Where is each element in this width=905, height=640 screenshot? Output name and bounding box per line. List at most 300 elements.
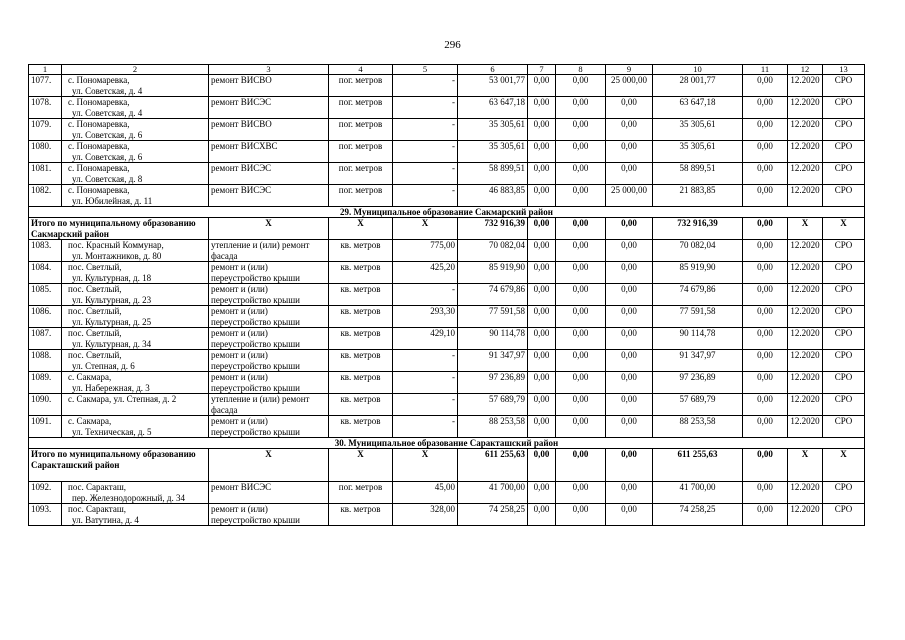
quantity: -: [393, 350, 458, 372]
unit: пог. метров: [329, 119, 393, 141]
unit: кв. метров: [329, 504, 393, 526]
total-cost: 91 347,97: [458, 350, 528, 372]
address-line-1: с. Сакмара,: [68, 416, 112, 426]
completion-date: 12.2020: [788, 119, 823, 141]
row-number: 1086.: [29, 306, 62, 328]
subtotal-value: 0,00: [556, 218, 606, 240]
fund-value: 0,00: [743, 482, 788, 504]
address-line-1: пос. Саракташ,: [68, 482, 126, 492]
fund-value: 0,00: [743, 163, 788, 185]
method: СРО: [823, 306, 865, 328]
fund-value: 25 000,00: [606, 185, 653, 207]
row-number: 1092.: [29, 482, 62, 504]
column-number: 9: [606, 65, 653, 75]
row-number: 1088.: [29, 350, 62, 372]
address-cell: [62, 328, 209, 350]
fund-value: 0,00: [556, 394, 606, 416]
fund-value: 28 001,77: [653, 75, 743, 97]
subtotal-value: 0,00: [556, 449, 606, 482]
page-number: 296: [444, 39, 461, 51]
fund-value: 0,00: [528, 119, 556, 141]
address-cell: [62, 262, 209, 284]
completion-date: 12.2020: [788, 504, 823, 526]
total-cost: 85 919,90: [458, 262, 528, 284]
subtotal-row: [29, 449, 865, 482]
fund-value: 0,00: [528, 262, 556, 284]
address-cell: [62, 97, 209, 119]
fund-value: 0,00: [556, 284, 606, 306]
fund-value: 0,00: [606, 240, 653, 262]
method: СРО: [823, 350, 865, 372]
method: СРО: [823, 141, 865, 163]
address-line-1: пос. Красный Коммунар,: [68, 240, 164, 250]
table-row: [29, 306, 865, 328]
method: СРО: [823, 75, 865, 97]
fund-value: 0,00: [528, 240, 556, 262]
table-row: [29, 141, 865, 163]
address-cell: [62, 372, 209, 394]
method: СРО: [823, 284, 865, 306]
address-line-1: пос. Саракташ,: [68, 504, 126, 514]
fund-value: 0,00: [528, 141, 556, 163]
fund-value: 0,00: [743, 185, 788, 207]
work-type: ремонт и (или) переустройство крыши: [209, 372, 329, 394]
completion-date: 12.2020: [788, 262, 823, 284]
subtotal-value: 0,00: [528, 218, 556, 240]
fund-value: 0,00: [528, 482, 556, 504]
subtotal-value: 0,00: [606, 218, 653, 240]
unit: пог. метров: [329, 75, 393, 97]
method: СРО: [823, 163, 865, 185]
table-row: [29, 97, 865, 119]
subtotal-label: Итого по муниципальному образованию Саракташский район: [29, 449, 209, 482]
unit: кв. метров: [329, 284, 393, 306]
quantity: 429,10: [393, 328, 458, 350]
address-line-1: с. Пономаревка,: [68, 141, 130, 151]
fund-value: 0,00: [606, 372, 653, 394]
quantity: -: [393, 119, 458, 141]
subtotal-row: [29, 218, 865, 240]
fund-value: 0,00: [606, 306, 653, 328]
column-number: 7: [528, 65, 556, 75]
work-type: ремонт ВИСЭС: [209, 97, 329, 119]
fund-value: 58 899,51: [653, 163, 743, 185]
fund-value: 0,00: [606, 284, 653, 306]
fund-value: 0,00: [743, 504, 788, 526]
unit: кв. метров: [329, 328, 393, 350]
total-cost: 74 679,86: [458, 284, 528, 306]
fund-value: 0,00: [528, 75, 556, 97]
completion-date: 12.2020: [788, 372, 823, 394]
table-row: [29, 394, 865, 416]
fund-value: 0,00: [743, 262, 788, 284]
fund-value: 0,00: [556, 482, 606, 504]
method: СРО: [823, 394, 865, 416]
completion-date: 12.2020: [788, 350, 823, 372]
cell-x: Х: [329, 218, 393, 240]
fund-value: 0,00: [556, 119, 606, 141]
address-line-2: ул. Юбилейная, д. 11: [72, 195, 153, 206]
total-cost: 58 899,51: [458, 163, 528, 185]
method: СРО: [823, 416, 865, 438]
cell-x: Х: [788, 449, 823, 482]
address-cell: [62, 240, 209, 262]
work-type: ремонт и (или) переустройство крыши: [209, 262, 329, 284]
cell-x: Х: [823, 449, 865, 482]
column-number: 3: [209, 65, 329, 75]
method: СРО: [823, 97, 865, 119]
fund-value: 0,00: [743, 394, 788, 416]
fund-value: 0,00: [556, 185, 606, 207]
work-type: ремонт и (или) переустройство крыши: [209, 328, 329, 350]
subtotal-value: 0,00: [606, 449, 653, 482]
fund-value: 0,00: [743, 416, 788, 438]
row-number: 1079.: [29, 119, 62, 141]
fund-value: 63 647,18: [653, 97, 743, 119]
total-cost: 46 883,85: [458, 185, 528, 207]
column-number-row: [29, 65, 865, 75]
address-line-2: ул. Культурная, д. 25: [72, 316, 152, 327]
cell-x: Х: [393, 218, 458, 240]
method: СРО: [823, 185, 865, 207]
fund-value: 0,00: [743, 141, 788, 163]
row-number: 1083.: [29, 240, 62, 262]
address-line-2: ул. Степная, д. 6: [72, 360, 135, 371]
address-line-2: ул. Культурная, д. 18: [72, 272, 152, 283]
fund-value: 0,00: [743, 97, 788, 119]
work-type: ремонт и (или) переустройство крыши: [209, 504, 329, 526]
fund-value: 0,00: [528, 306, 556, 328]
fund-value: 0,00: [528, 416, 556, 438]
address-line-2: ул. Культурная, д. 23: [72, 294, 152, 305]
fund-value: 0,00: [528, 97, 556, 119]
address-line-1: с. Пономаревка,: [68, 163, 130, 173]
subtotal-value: 0,00: [743, 218, 788, 240]
address-line-2: ул. Советская, д. 4: [72, 85, 143, 96]
table-row: [29, 240, 865, 262]
work-type: ремонт ВИСЭС: [209, 163, 329, 185]
work-type: ремонт ВИСХВС: [209, 141, 329, 163]
unit: пог. метров: [329, 185, 393, 207]
fund-value: 0,00: [606, 262, 653, 284]
fund-value: 0,00: [743, 328, 788, 350]
subtotal-label: Итого по муниципальному образованию Сакмарский район: [29, 218, 209, 240]
address-line-1: с. Пономаревка,: [68, 119, 130, 129]
quantity: 293,30: [393, 306, 458, 328]
subtotal-cost: 611 255,63: [458, 449, 528, 482]
fund-value: 0,00: [556, 262, 606, 284]
fund-value: 0,00: [743, 306, 788, 328]
quantity: -: [393, 284, 458, 306]
column-number: 13: [823, 65, 865, 75]
method: СРО: [823, 262, 865, 284]
address-cell: [62, 306, 209, 328]
table-row: [29, 328, 865, 350]
address-cell: [62, 394, 209, 416]
address-line-1: с. Сакмара,: [68, 372, 112, 382]
cell-x: Х: [788, 218, 823, 240]
fund-value: 35 305,61: [653, 141, 743, 163]
row-number: 1082.: [29, 185, 62, 207]
row-number: 1084.: [29, 262, 62, 284]
row-number: 1080.: [29, 141, 62, 163]
completion-date: 12.2020: [788, 75, 823, 97]
work-type: ремонт и (или) переустройство крыши: [209, 416, 329, 438]
unit: пог. метров: [329, 482, 393, 504]
address-line-2: ул. Советская, д. 8: [72, 173, 143, 184]
total-cost: 70 082,04: [458, 240, 528, 262]
fund-value: 0,00: [606, 119, 653, 141]
fund-value: 77 591,58: [653, 306, 743, 328]
fund-value: 0,00: [556, 240, 606, 262]
column-number: 11: [743, 65, 788, 75]
completion-date: 12.2020: [788, 416, 823, 438]
quantity: -: [393, 75, 458, 97]
fund-value: 0,00: [528, 372, 556, 394]
address-line-1: пос. Светлый,: [68, 284, 122, 294]
address-cell: [62, 416, 209, 438]
unit: кв. метров: [329, 394, 393, 416]
row-number: 1090.: [29, 394, 62, 416]
completion-date: 12.2020: [788, 185, 823, 207]
address-line-2: ул. Советская, д. 6: [72, 151, 143, 162]
fund-value: 0,00: [606, 416, 653, 438]
fund-value: 0,00: [606, 97, 653, 119]
fund-value: 0,00: [556, 163, 606, 185]
fund-value: 0,00: [556, 350, 606, 372]
completion-date: 12.2020: [788, 97, 823, 119]
fund-value: 0,00: [528, 504, 556, 526]
table-row: [29, 482, 865, 504]
method: СРО: [823, 240, 865, 262]
completion-date: 12.2020: [788, 141, 823, 163]
total-cost: 57 689,79: [458, 394, 528, 416]
address-cell: [62, 482, 209, 504]
table-row: [29, 284, 865, 306]
fund-value: 74 258,25: [653, 504, 743, 526]
quantity: -: [393, 416, 458, 438]
address-cell: [62, 284, 209, 306]
column-number: 12: [788, 65, 823, 75]
subtotal-cost: 732 916,39: [458, 218, 528, 240]
fund-value: 97 236,89: [653, 372, 743, 394]
fund-value: 70 082,04: [653, 240, 743, 262]
quantity: 775,00: [393, 240, 458, 262]
address-cell: [62, 119, 209, 141]
column-number: 5: [393, 65, 458, 75]
capital-repair-table: [28, 64, 865, 526]
method: СРО: [823, 372, 865, 394]
fund-value: 0,00: [528, 284, 556, 306]
address-line-2: ул. Культурная, д. 34: [72, 338, 152, 349]
method: СРО: [823, 328, 865, 350]
fund-value: 90 114,78: [653, 328, 743, 350]
unit: кв. метров: [329, 416, 393, 438]
unit: кв. метров: [329, 306, 393, 328]
quantity: -: [393, 141, 458, 163]
cell-x: Х: [329, 449, 393, 482]
table-row: [29, 185, 865, 207]
completion-date: 12.2020: [788, 394, 823, 416]
unit: пог. метров: [329, 141, 393, 163]
fund-value: 0,00: [528, 163, 556, 185]
fund-value: 0,00: [528, 350, 556, 372]
fund-value: 0,00: [606, 482, 653, 504]
completion-date: 12.2020: [788, 306, 823, 328]
work-type: ремонт ВИСВО: [209, 119, 329, 141]
address-line-1: с. Пономаревка,: [68, 97, 130, 107]
address-cell: [62, 504, 209, 526]
row-number: 1087.: [29, 328, 62, 350]
fund-value: 35 305,61: [653, 119, 743, 141]
fund-value: 0,00: [556, 306, 606, 328]
cell-x: Х: [393, 449, 458, 482]
cell-x: Х: [209, 218, 329, 240]
fund-value: 74 679,86: [653, 284, 743, 306]
subtotal-value: 0,00: [528, 449, 556, 482]
quantity: -: [393, 185, 458, 207]
fund-value: 57 689,79: [653, 394, 743, 416]
column-number: 8: [556, 65, 606, 75]
fund-value: 0,00: [606, 328, 653, 350]
row-number: 1078.: [29, 97, 62, 119]
column-number: 6: [458, 65, 528, 75]
total-cost: 63 647,18: [458, 97, 528, 119]
row-number: 1091.: [29, 416, 62, 438]
address-line-1: пос. Светлый,: [68, 350, 122, 360]
address-line-1: пос. Светлый,: [68, 328, 122, 338]
fund-value: 0,00: [743, 284, 788, 306]
section-heading-row: [29, 207, 865, 218]
row-number: 1093.: [29, 504, 62, 526]
quantity: -: [393, 372, 458, 394]
method: СРО: [823, 504, 865, 526]
row-number: 1077.: [29, 75, 62, 97]
address-cell: [62, 141, 209, 163]
work-type: ремонт и (или) переустройство крыши: [209, 306, 329, 328]
address-line-1: пос. Светлый,: [68, 306, 122, 316]
unit: пог. метров: [329, 163, 393, 185]
total-cost: 74 258,25: [458, 504, 528, 526]
method: СРО: [823, 482, 865, 504]
total-cost: 97 236,89: [458, 372, 528, 394]
method: СРО: [823, 119, 865, 141]
address-cell: [62, 75, 209, 97]
fund-value: 0,00: [606, 394, 653, 416]
total-cost: 41 700,00: [458, 482, 528, 504]
table-row: [29, 504, 865, 526]
column-number: 10: [653, 65, 743, 75]
address-line-1: с. Пономаревка,: [68, 75, 130, 85]
fund-value: 0,00: [606, 350, 653, 372]
completion-date: 12.2020: [788, 482, 823, 504]
address-line-2: ул. Техническая, д. 5: [72, 426, 152, 437]
quantity: 328,00: [393, 504, 458, 526]
fund-value: 0,00: [556, 97, 606, 119]
fund-value: 0,00: [606, 504, 653, 526]
row-number: 1081.: [29, 163, 62, 185]
work-type: ремонт и (или) переустройство крыши: [209, 350, 329, 372]
work-type: ремонт ВИСЭС: [209, 185, 329, 207]
address-line-1: с. Сакмара, ул. Степная, д. 2: [68, 394, 177, 404]
fund-value: 0,00: [556, 372, 606, 394]
subtotal-value: 732 916,39: [653, 218, 743, 240]
address-cell: [62, 350, 209, 372]
address-line-2: ул. Набережная, д. 3: [72, 382, 150, 393]
completion-date: 12.2020: [788, 240, 823, 262]
table-row: [29, 350, 865, 372]
quantity: 425,20: [393, 262, 458, 284]
unit: кв. метров: [329, 350, 393, 372]
fund-value: 91 347,97: [653, 350, 743, 372]
total-cost: 35 305,61: [458, 141, 528, 163]
unit: пог. метров: [329, 97, 393, 119]
total-cost: 53 001,77: [458, 75, 528, 97]
work-type: ремонт и (или) переустройство крыши: [209, 284, 329, 306]
total-cost: 88 253,58: [458, 416, 528, 438]
cell-x: Х: [823, 218, 865, 240]
unit: кв. метров: [329, 262, 393, 284]
subtotal-value: 611 255,63: [653, 449, 743, 482]
fund-value: 25 000,00: [606, 75, 653, 97]
fund-value: 0,00: [556, 416, 606, 438]
row-number: 1089.: [29, 372, 62, 394]
table-row: [29, 163, 865, 185]
address-line-2: пер. Железнодорожный, д. 34: [72, 492, 185, 503]
table-row: [29, 75, 865, 97]
fund-value: 88 253,58: [653, 416, 743, 438]
work-type: утепление и (или) ремонт фасада: [209, 394, 329, 416]
subtotal-value: 0,00: [743, 449, 788, 482]
fund-value: 0,00: [743, 372, 788, 394]
address-cell: [62, 163, 209, 185]
fund-value: 41 700,00: [653, 482, 743, 504]
completion-date: 12.2020: [788, 163, 823, 185]
work-type: ремонт ВИСВО: [209, 75, 329, 97]
fund-value: 0,00: [743, 119, 788, 141]
fund-value: 0,00: [743, 240, 788, 262]
total-cost: 90 114,78: [458, 328, 528, 350]
table-row: [29, 416, 865, 438]
completion-date: 12.2020: [788, 284, 823, 306]
fund-value: 0,00: [606, 163, 653, 185]
address-line-2: ул. Советская, д. 6: [72, 129, 143, 140]
fund-value: 85 919,90: [653, 262, 743, 284]
section-title: 30. Муниципальное образование Саракташский район: [29, 438, 865, 449]
unit: кв. метров: [329, 372, 393, 394]
total-cost: 35 305,61: [458, 119, 528, 141]
fund-value: 21 883,85: [653, 185, 743, 207]
address-line-1: пос. Светлый,: [68, 262, 122, 272]
fund-value: 0,00: [606, 141, 653, 163]
address-cell: [62, 185, 209, 207]
fund-value: 0,00: [556, 328, 606, 350]
fund-value: 0,00: [528, 394, 556, 416]
fund-value: 0,00: [528, 328, 556, 350]
quantity: 45,00: [393, 482, 458, 504]
quantity: -: [393, 394, 458, 416]
section-title: 29. Муниципальное образование Сакмарский район: [29, 207, 865, 218]
fund-value: 0,00: [556, 504, 606, 526]
unit: кв. метров: [329, 240, 393, 262]
row-number: 1085.: [29, 284, 62, 306]
table-body: [29, 65, 865, 526]
table-row: [29, 119, 865, 141]
work-type: ремонт ВИСЭС: [209, 482, 329, 504]
cell-x: Х: [209, 449, 329, 482]
total-cost: 77 591,58: [458, 306, 528, 328]
completion-date: 12.2020: [788, 328, 823, 350]
